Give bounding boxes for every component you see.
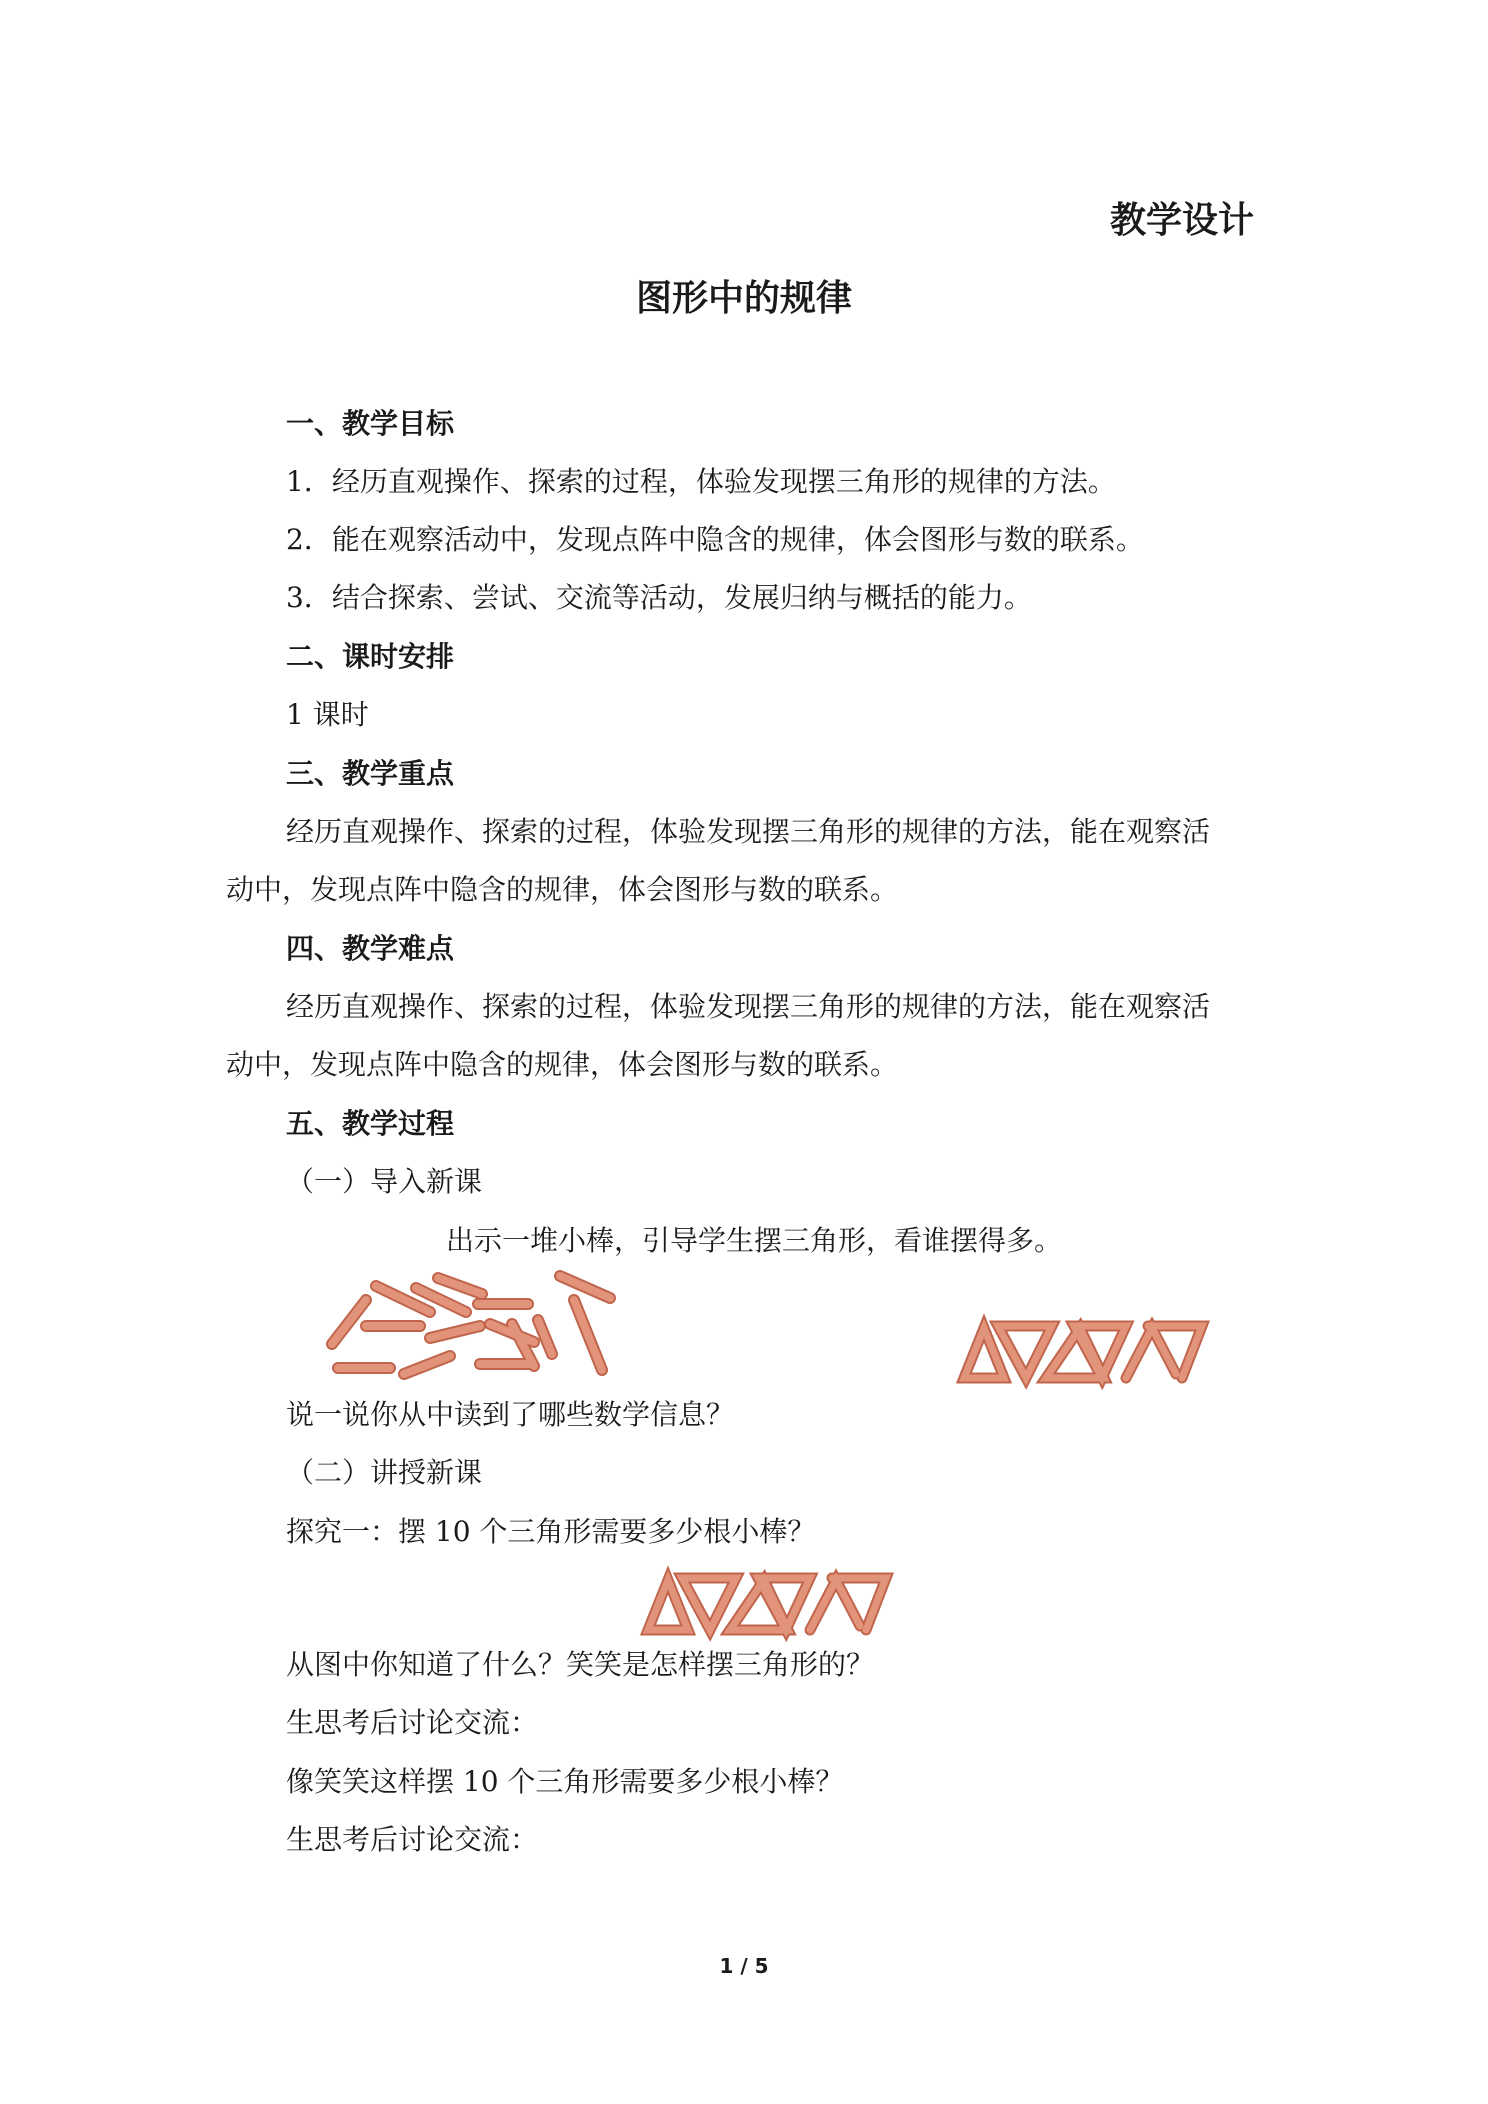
key-points-line-1: 经历直观操作、探索的过程，体验发现摆三角形的规律的方法，能在观察活 bbox=[286, 815, 1211, 848]
goal-item-3: 3．结合探索、尝试、交流等活动，发展归纳与概括的能力。 bbox=[286, 581, 1032, 614]
intro-heading: （一）导入新课 bbox=[286, 1165, 483, 1198]
section-heading-goals: 一、教学目标 bbox=[286, 407, 455, 440]
section-heading-process: 五、教学过程 bbox=[286, 1107, 455, 1140]
stick-pile-image bbox=[320, 1270, 630, 1390]
goal-item-1: 1．经历直观操作、探索的过程，体验发现摆三角形的规律的方法。 bbox=[286, 465, 1116, 498]
section-heading-key-points: 三、教学重点 bbox=[286, 757, 455, 790]
difficulties-line-1: 经历直观操作、探索的过程，体验发现摆三角形的规律的方法，能在观察活 bbox=[286, 990, 1211, 1023]
new-lesson-heading: （二）讲授新课 bbox=[286, 1456, 483, 1489]
goal-item-2: 2．能在观察活动中，发现点阵中隐含的规律，体会图形与数的联系。 bbox=[286, 523, 1144, 556]
section-heading-schedule: 二、课时安排 bbox=[286, 640, 455, 673]
schedule-text: 1 课时 bbox=[286, 698, 369, 731]
section-heading-difficulties: 四、教学难点 bbox=[286, 932, 455, 965]
question-1: 从图中你知道了什么？笑笑是怎样摆三角形的？ bbox=[286, 1648, 875, 1681]
document-kind-label: 教学设计 bbox=[1109, 199, 1254, 241]
page-number: 1 / 5 bbox=[719, 1954, 769, 1978]
discussion-1: 生思考后讨论交流： bbox=[286, 1706, 539, 1739]
difficulties-line-2: 动中，发现点阵中隐含的规律，体会图形与数的联系。 bbox=[226, 1048, 899, 1081]
triangle-row-image-2 bbox=[640, 1568, 900, 1638]
page-title: 图形中的规律 bbox=[635, 277, 852, 319]
intro-instruction: 出示一堆小棒，引导学生摆三角形，看谁摆得多。 bbox=[446, 1224, 1063, 1257]
intro-question: 说一说你从中读到了哪些数学信息？ bbox=[286, 1398, 735, 1431]
triangle-row-image bbox=[956, 1316, 1216, 1386]
explore-one-prompt: 探究一：摆 10 个三角形需要多少根小棒？ bbox=[286, 1515, 816, 1548]
question-2: 像笑笑这样摆 10 个三角形需要多少根小棒？ bbox=[286, 1765, 844, 1798]
discussion-2: 生思考后讨论交流： bbox=[286, 1823, 539, 1856]
key-points-line-2: 动中，发现点阵中隐含的规律，体会图形与数的联系。 bbox=[226, 873, 899, 906]
